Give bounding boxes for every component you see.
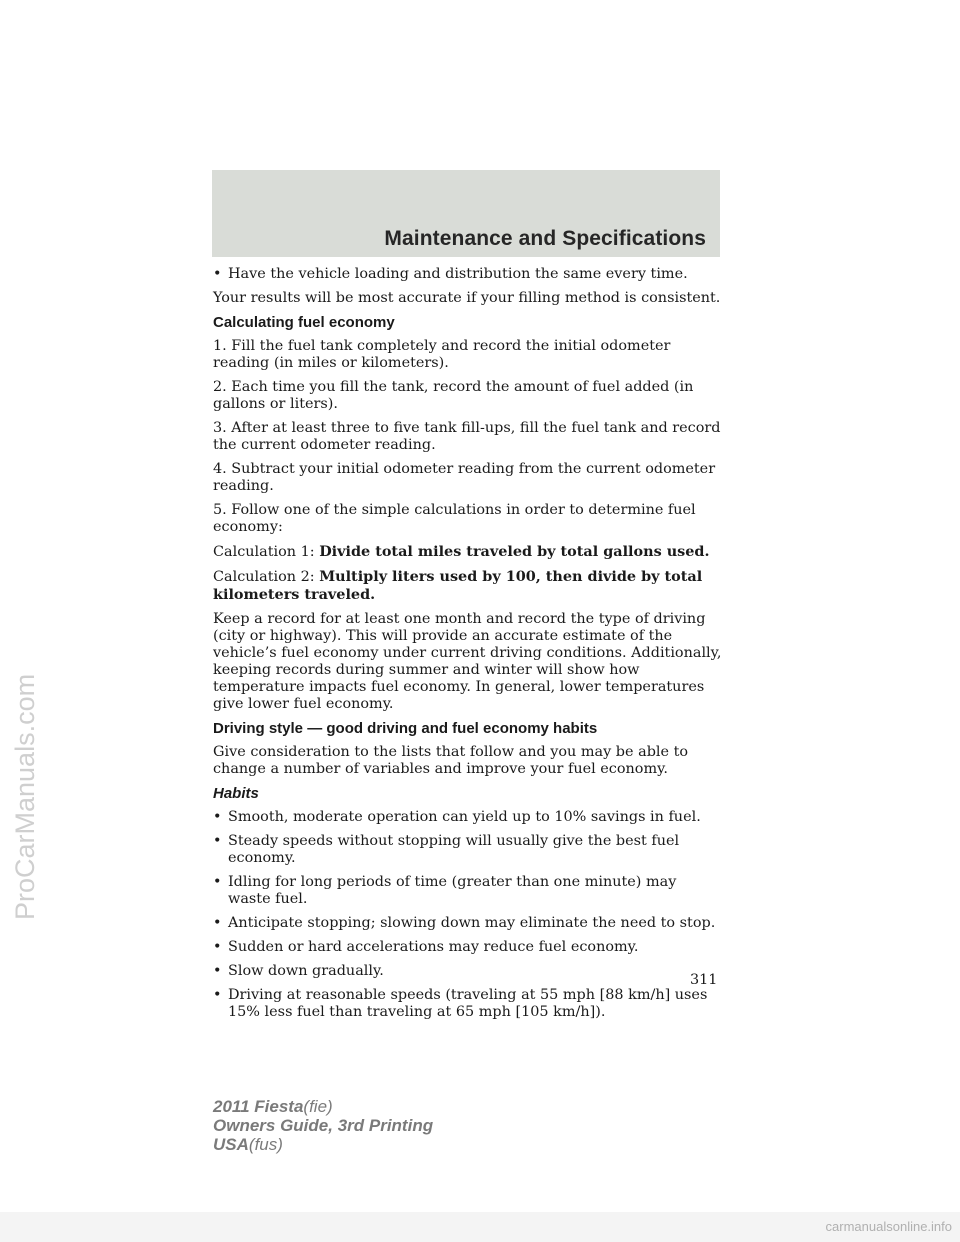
list-item-text: Driving at reasonable speeds (traveling at 55 mph [88 km/h] uses 15% less fuel than traveling at 65 mph [105 km/h]). — [228, 987, 708, 1020]
section-header — [212, 170, 720, 257]
page-content — [213, 266, 723, 1028]
calculation-1 — [213, 543, 723, 561]
paragraph-consistent: Your results will be most accurate if your filling method is consistent. — [213, 290, 721, 306]
list-item-text: Smooth, moderate operation can yield up to 10% savings in fuel. — [228, 809, 701, 825]
page-number: 311 — [690, 972, 718, 988]
heading-driving-style: Driving style — good driving and fuel economy habits — [213, 720, 598, 737]
step-1: 1. Fill the fuel tank completely and record the initial odometer reading (in miles or kilometers). — [213, 338, 671, 371]
bullet-dot: • — [213, 266, 222, 282]
list-item-text: Slow down gradually. — [228, 963, 384, 979]
list-item — [213, 266, 723, 283]
footer-line-3 — [213, 1135, 433, 1154]
footer-bar — [0, 1212, 960, 1242]
calculation-2-text: Multiply liters used by 100, then divide by total kilometers traveled. — [213, 568, 703, 603]
step-3: 3. After at least three to five tank fill-ups, fill the fuel tank and record the current odometer reading. — [213, 420, 721, 453]
habits-list — [213, 809, 723, 1021]
footer-line-2 — [213, 1116, 433, 1135]
footer-market-code: (fus) — [248, 1135, 283, 1154]
document-footer — [213, 1097, 433, 1154]
footer-printing: Owners Guide, 3rd Printing — [213, 1116, 434, 1135]
list-item — [213, 987, 723, 1021]
paragraph-record: Keep a record for at least one month and record the type of driving (city or highway). This will provide an accurate estimate of the vehicle’s fuel economy under current driving conditions. Additionally, keeping records during summer and winter will show how temperature impacts fuel economy. In general, lower temperatures give lower fuel economy. — [213, 611, 722, 712]
bullet-dot: • — [213, 963, 222, 979]
footer-line-1 — [213, 1097, 433, 1116]
list-item — [213, 833, 723, 867]
calculation-2 — [213, 568, 723, 604]
bullet-dot: • — [213, 833, 222, 849]
list-item-text: Anticipate stopping; slowing down may eliminate the need to stop. — [228, 915, 716, 931]
subheading-habits: Habits — [213, 785, 259, 802]
step-5: 5. Follow one of the simple calculations in order to determine fuel economy: — [213, 502, 696, 535]
step-4: 4. Subtract your initial odometer reading from the current odometer reading. — [213, 461, 716, 494]
step-2: 2. Each time you fill the tank, record the amount of fuel added (in gallons or liters). — [213, 379, 694, 412]
side-watermark: ProCarManuals.com — [10, 673, 40, 920]
calculation-1-text: Divide total miles traveled by total gallons used. — [319, 543, 710, 560]
calculation-2-label: Calculation 2: — [213, 569, 320, 585]
site-watermark: carmanualsonline.info — [825, 1219, 952, 1234]
calculation-1-label: Calculation 1: — [213, 544, 320, 560]
section-title: Maintenance and Specifications — [384, 227, 706, 250]
list-item — [213, 809, 723, 826]
footer-model: 2011 Fiesta — [213, 1097, 304, 1116]
list-item — [213, 939, 723, 956]
list-item-text: Idling for long periods of time (greater than one minute) may waste fuel. — [228, 874, 677, 907]
footer-market: USA — [213, 1135, 249, 1154]
list-item — [213, 874, 723, 908]
bullet-dot: • — [213, 809, 222, 825]
bullet-dot: • — [213, 915, 222, 931]
list-item — [213, 963, 723, 980]
footer-model-code: (fie) — [303, 1097, 333, 1116]
bullet-dot: • — [213, 987, 222, 1003]
heading-calculating: Calculating fuel economy — [213, 314, 395, 331]
bullet-dot: • — [213, 939, 222, 955]
paragraph-consider: Give consideration to the lists that follow and you may be able to change a number of variables and improve your fuel economy. — [213, 744, 689, 777]
list-item-text: Sudden or hard accelerations may reduce fuel economy. — [228, 939, 639, 955]
bullet-dot: • — [213, 874, 222, 890]
list-item-text: Have the vehicle loading and distribution the same every time. — [228, 266, 688, 282]
list-item-text: Steady speeds without stopping will usually give the best fuel economy. — [228, 833, 680, 866]
list-item — [213, 915, 723, 932]
